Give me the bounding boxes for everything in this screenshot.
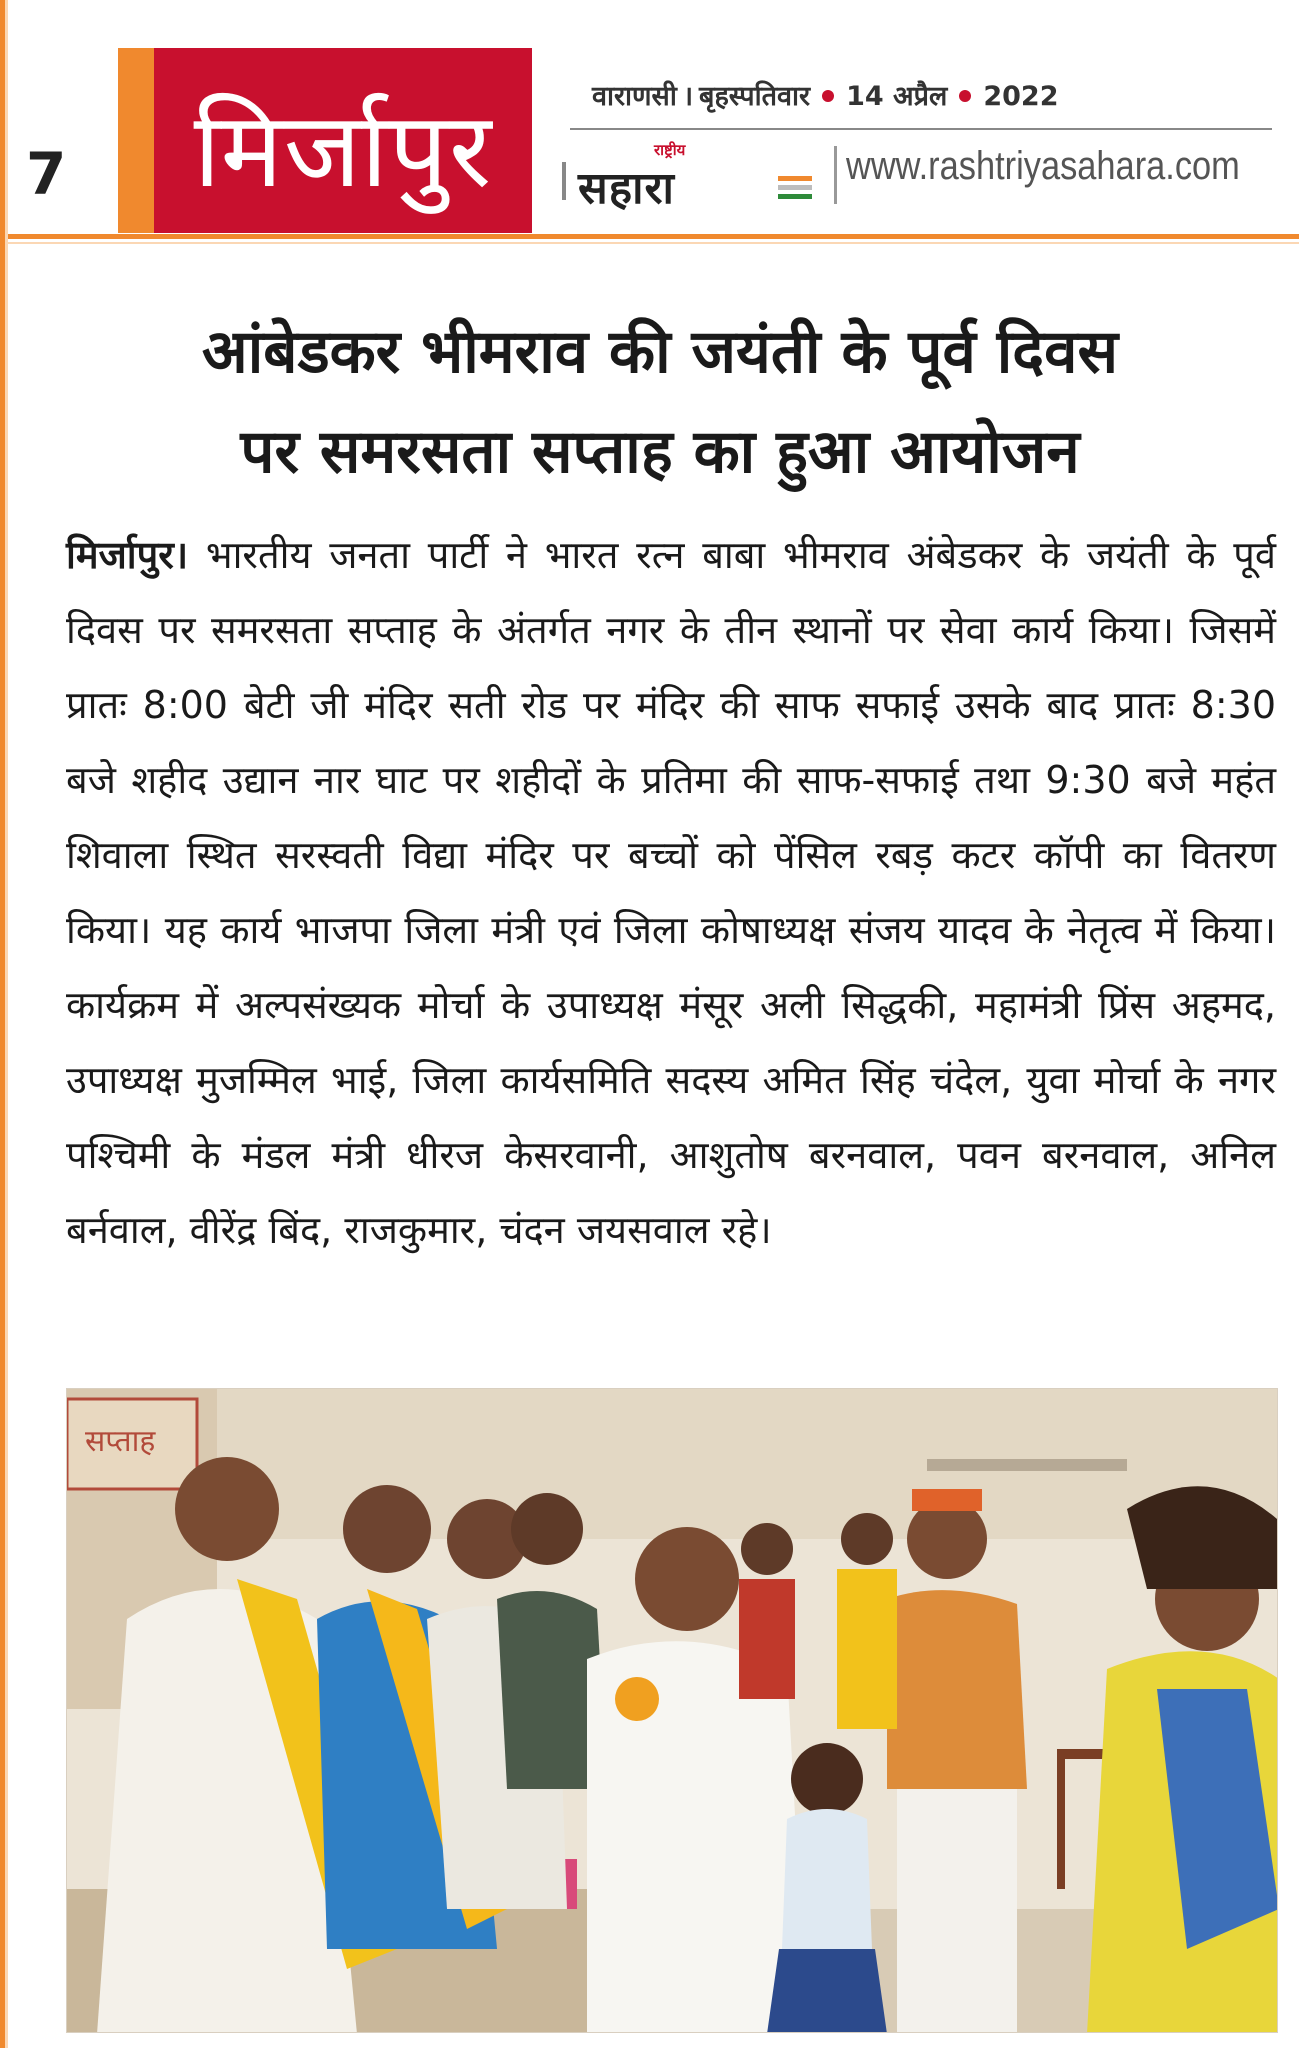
logo-main-text: सहारा [578, 163, 675, 214]
newspaper-logo [578, 140, 824, 212]
city-name: मिर्जापुर [193, 89, 493, 211]
article-body [66, 518, 1276, 1268]
logo-small-text: राष्ट्रीय [654, 141, 686, 159]
article-headline [60, 302, 1260, 502]
dateline-divider [570, 128, 1272, 130]
masthead-rule [8, 234, 1299, 239]
masthead-rule-light [8, 242, 1299, 244]
left-margin-rule-light [5, 0, 8, 2048]
dateline-year: 2022 [983, 81, 1059, 112]
page-number: 7 [26, 140, 67, 208]
website-divider [834, 146, 837, 204]
article-text: भारतीय जनता पार्टी ने भारत रत्न बाबा भीमराव अंबेडकर के जयंती के पूर्व दिवस पर समरसता सप्ताह के अंतर्गत नगर के तीन स्थानों पर सेवा कार्य किया। जिसमें प्रातः 8:00 बेटी जी मंदिर सती रोड पर मंदिर की साफ सफाई उसके बाद प्रातः 8:30 बजे शहीद उद्यान नार घाट पर शहीदों के प्रतिमा की साफ-सफाई तथा 9:30 बजे महंत शिवाला स्थित सरस्वती विद्या मंदिर पर बच्चों को पेंसिल रबड़ कटर कॉपी का वितरण किया। यह कार्य भाजपा जिला मंत्री एवं जिला कोषाध्यक्ष संजय यादव के नेतृत्व में किया। कार्यक्रम में अल्पसंख्यक मोर्चा के उपाध्यक्ष मंसूर अली सिद्धकी, महामंत्री प्रिंस अहमद, उपाध्यक्ष मुजम्मिल भाई, जिला कार्यसमिति सदस्य अमित सिंह चंदेल, युवा मोर्चा के नगर पश्चिमी के मंडल मंत्री धीरज केसरवानी, आशुतोष बरनवाल, पवन बरनवाल, अनिल बर्नवाल, वीरेंद्र बिंद, राजकुमार, चंदन जयसवाल रहे। [66, 533, 1276, 1252]
website-url[interactable]: www.rashtriyasahara.com [846, 144, 1240, 188]
dateline-day: बृहस्पतिवार [699, 81, 811, 112]
dateline-dot-icon [959, 90, 971, 102]
headline-line-2: पर समरसता सप्ताह का हुआ आयोजन [240, 417, 1080, 487]
dateline-dot-icon [822, 90, 834, 102]
masthead [0, 0, 1299, 248]
logo-flag-icon [778, 176, 812, 203]
wall-banner-text: सप्ताह [85, 1424, 156, 1459]
headline-line-1: आंबेडकर भीमराव की जयंती के पूर्व दिवस [201, 317, 1119, 387]
article-dateline: मिर्जापुर। [66, 533, 189, 577]
event-photo-illustration [67, 1389, 1278, 2033]
event-photo [66, 1388, 1278, 2033]
city-nameplate [118, 48, 532, 233]
logo-divider [562, 162, 566, 200]
dateline-place: वाराणसी [592, 81, 677, 112]
dateline-date: 14 अप्रैल [846, 81, 948, 112]
dateline: वाराणसी । बृहस्पतिवार 14 अप्रैल 2022 [592, 81, 1059, 112]
